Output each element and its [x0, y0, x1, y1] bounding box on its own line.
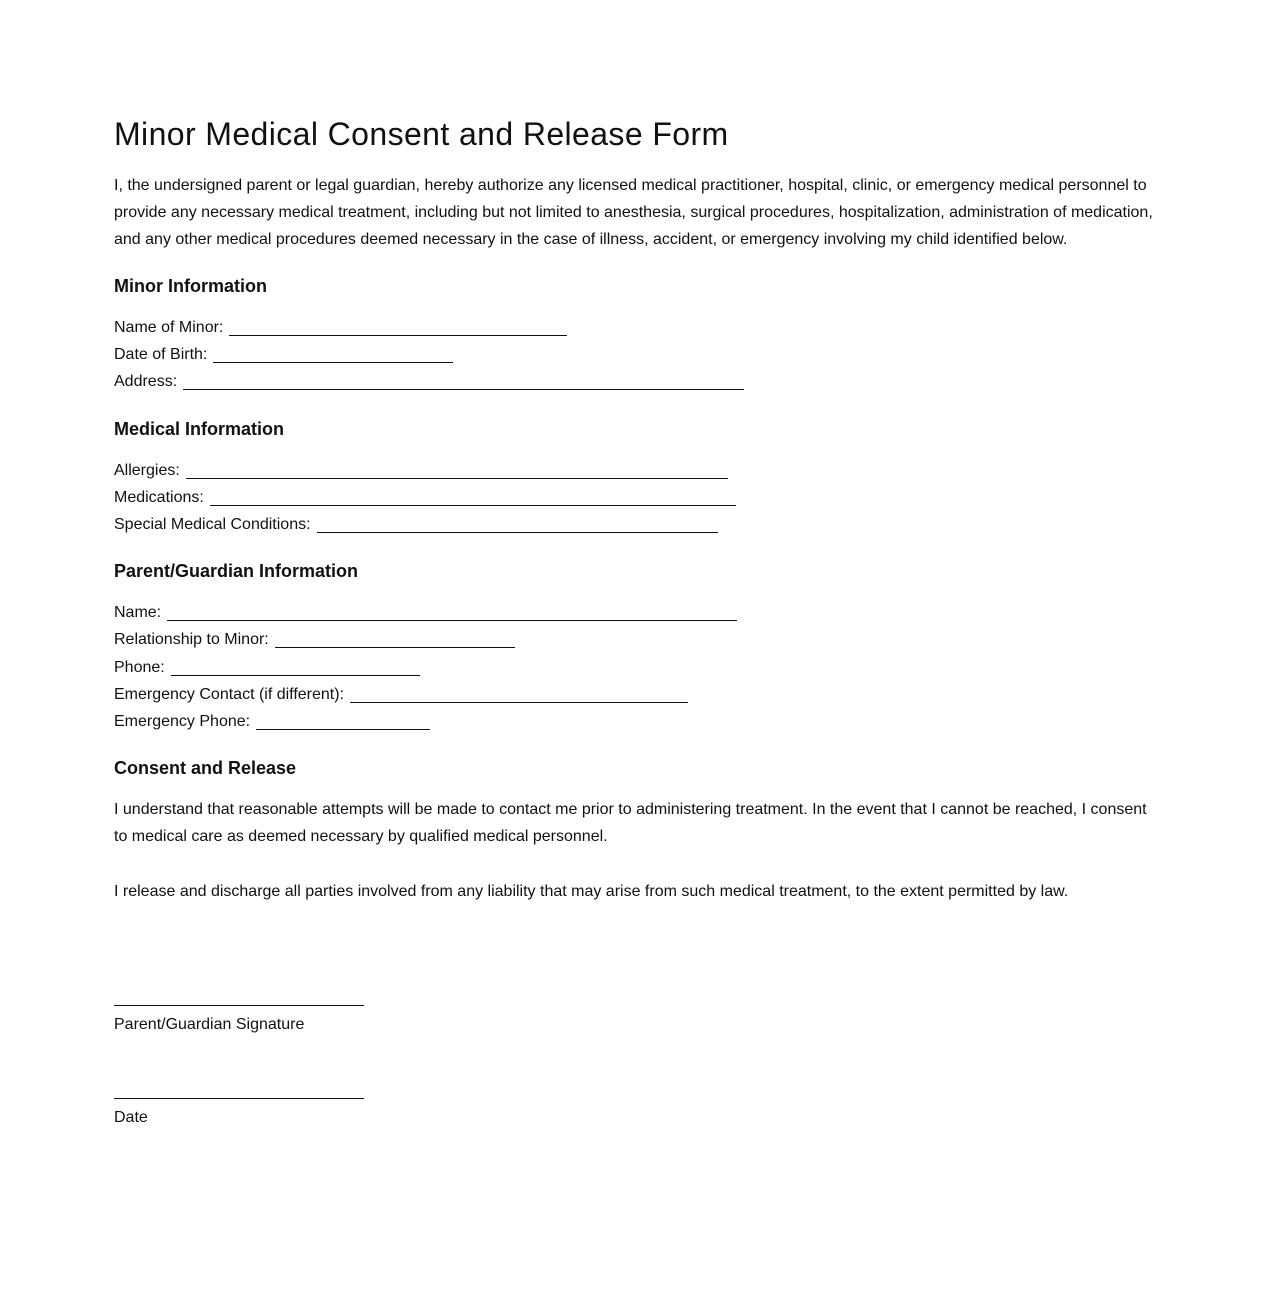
special-conditions-label: Special Medical Conditions: — [114, 516, 311, 533]
emergency-phone-label: Emergency Phone: — [114, 713, 251, 730]
minor-dob-label: Date of Birth: — [114, 346, 208, 363]
guardian-phone-label: Phone: — [114, 659, 165, 676]
minor-name-label: Name of Minor: — [114, 319, 224, 336]
special-conditions-field[interactable] — [114, 515, 718, 542]
emergency-contact-label: Emergency Contact (if different): — [114, 686, 345, 703]
relationship-field[interactable] — [114, 630, 515, 657]
special-conditions-blank[interactable] — [317, 515, 718, 533]
guardian-name-blank[interactable] — [167, 603, 737, 621]
minor-address-field[interactable] — [114, 372, 744, 399]
guardian-name-field[interactable] — [114, 603, 737, 630]
guardian-information-heading: Parent/Guardian Information — [114, 561, 359, 581]
medications-field[interactable] — [114, 488, 736, 515]
signature-label: Parent/Guardian Signature — [114, 1016, 305, 1033]
minor-dob-blank[interactable] — [213, 345, 453, 363]
minor-dob-field[interactable] — [114, 345, 453, 372]
guardian-phone-blank[interactable] — [171, 658, 420, 676]
emergency-contact-blank[interactable] — [350, 685, 688, 703]
allergies-label: Allergies: — [114, 462, 180, 479]
medical-information-heading: Medical Information — [114, 419, 285, 439]
medications-label: Medications: — [114, 489, 204, 506]
guardian-name-label: Name: — [114, 604, 162, 621]
release-paragraph: I release and discharge all parties involved from any liability that may arise from such medical treatment, to the extent permitted by law. — [114, 883, 1069, 900]
authorization-paragraph: I, the undersigned parent or legal guardian, hereby authorize any licensed medical practitioner, hospital, clinic, or emergency medical personnel to provide any necessary medical treatment, including but not limited to anesthesia, surgical procedures, hospitalization, administration of medication, and any other medical procedures deemed necessary in the case of illness, accident, or emergency involving my child identified below. — [114, 177, 1153, 248]
signature-line[interactable] — [114, 1005, 364, 1006]
consent-release-heading: Consent and Release — [114, 758, 297, 778]
relationship-label: Relationship to Minor: — [114, 631, 269, 648]
medications-blank[interactable] — [210, 488, 736, 506]
minor-information-heading: Minor Information — [114, 276, 267, 296]
date-label: Date — [114, 1109, 148, 1126]
emergency-phone-blank[interactable] — [256, 712, 430, 730]
date-line[interactable] — [114, 1098, 364, 1099]
page-title: Minor Medical Consent and Release Form — [114, 116, 729, 152]
consent-paragraph: I understand that reasonable attempts will be made to contact me prior to administering treatment. In the event that I cannot be reached, I consent to medical care as deemed necessary by qualified medical personnel. — [114, 801, 1147, 845]
allergies-field[interactable] — [114, 461, 728, 488]
minor-address-blank[interactable] — [183, 372, 744, 390]
relationship-blank[interactable] — [275, 630, 515, 648]
emergency-phone-field[interactable] — [114, 712, 430, 739]
minor-name-field[interactable] — [114, 318, 567, 345]
minor-address-label: Address: — [114, 373, 178, 390]
allergies-blank[interactable] — [186, 461, 728, 479]
minor-name-blank[interactable] — [229, 318, 567, 336]
emergency-contact-field[interactable] — [114, 685, 688, 712]
guardian-phone-field[interactable] — [114, 658, 420, 685]
